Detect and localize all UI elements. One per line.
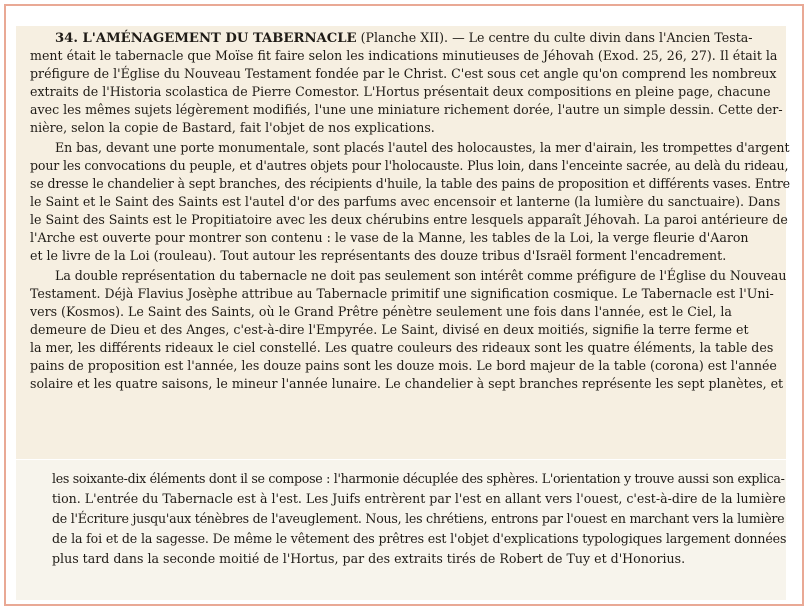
text-line: et le livre de la Loi (rouleau). Tout autour les représentants des douze tribus d'Israël forment l'encadrement. [30,248,727,263]
text-line: le Saint des Saints est le Propitiatoire avec les deux chérubins entre lesquels apparaît Jéhovah. La paroi antérieure de [30,212,788,227]
text-line: Testament. Déjà Flavius Josèphe attribue au Tabernacle primitif une signification cosmique. Le Tabernacle est l'Uni- [30,286,774,301]
text-line: préfigure de l'Église du Nouveau Testament fondée par le Christ. C'est sous cet angle qu'on comprend les nombreux [30,66,777,81]
text-line: demeure de Dieu et des Anges, c'est-à-dire l'Empyrée. Le Saint, divisé en deux moitiés, signifie la terre ferme et [30,322,749,337]
continuation-line: les soixante-dix éléments dont il se compose : l'harmonie décuplée des sphères. L'orientation y trouve aussi son explica- [52,471,785,486]
text-line: En bas, devant une porte monumentale, sont placés l'autel des holocaustes, la mer d'airain, les trompettes d'argent [55,140,790,155]
continuation-line: tion. L'entrée du Tabernacle est à l'est. Les Juifs entrèrent par l'est en allant vers l'ouest, c'est-à-dire de la lumière [52,491,786,506]
text-line: pour les convocations du peuple, et d'autres objets pour l'holocauste. Plus loin, dans l'enceinte sacrée, au delà du rideau, [30,158,789,173]
continuation-line: plus tard dans la seconde moitié de l'Hortus, par des extraits tirés de Robert de Tuy et d'Honorius. [52,551,686,566]
text-line: se dresse le chandelier à sept branches, des récipients d'huile, la table des pains de proposition et différents vases. Entre [30,176,790,191]
text-line: La double représentation du tabernacle ne doit pas seulement son intérêt comme préfigure de l'Église du Nouveau [55,268,787,283]
text-line: avec les mêmes sujets légèrement modifiés, l'une une miniature richement dorée, l'autre un simple dessin. Cette der- [30,102,783,117]
text-line [55,29,790,47]
text-line: pains de proposition est l'année, les douze pains sont les douze mois. Le bord majeur de la table (corona) est l'année [30,358,777,373]
text-line: l'Arche est ouverte pour montrer son contenu : le vase de la Manne, les tables de la Loi, la verge fleurie d'Aaron [30,230,749,245]
text-line: ment était le tabernacle que Moïse fit faire selon les indications minutieuses de Jéhovah (Exod. 25, 26, 27). Il était la [30,48,778,63]
continuation-line: de la foi et de la sagesse. De même le vêtement des prêtres est l'objet d'explications typologiques largement données [52,531,787,546]
text-line: nière, selon la copie de Bastard, fait l'objet de nos explications. [30,120,435,135]
text-line: la mer, les différents rideaux le ciel constellé. Les quatre couleurs des rideaux sont les quatre éléments, la table des [30,340,774,355]
text-line: le Saint et le Saint des Saints est l'autel d'or des parfums avec encensoir et lanterne (la lumière du sanctuaire). Dans [30,194,781,209]
text-line: vers (Kosmos). Le Saint des Saints, où le Grand Prêtre pénètre seulement une fois dans l'année, est le Ciel, la [30,304,732,319]
heading-continuation: (Planche XII). — Le centre du culte divin dans l'Ancien Testa- [360,30,753,45]
text-line: extraits de l'Historia scolastica de Pierre Comestor. L'Hortus présentait deux compositions en pleine page, chacune [30,84,771,99]
text-line: solaire et les quatre saisons, le mineur l'année lunaire. Le chandelier à sept branches représente les sept planètes, et [30,376,784,391]
continuation-line: de l'Écriture jusqu'aux ténèbres de l'aveuglement. Nous, les chrétiens, entrons par l'ouest en marchant vers la lumière [52,511,785,526]
section-heading: 34. L'AMÉNAGEMENT DU TABERNACLE [55,31,357,46]
